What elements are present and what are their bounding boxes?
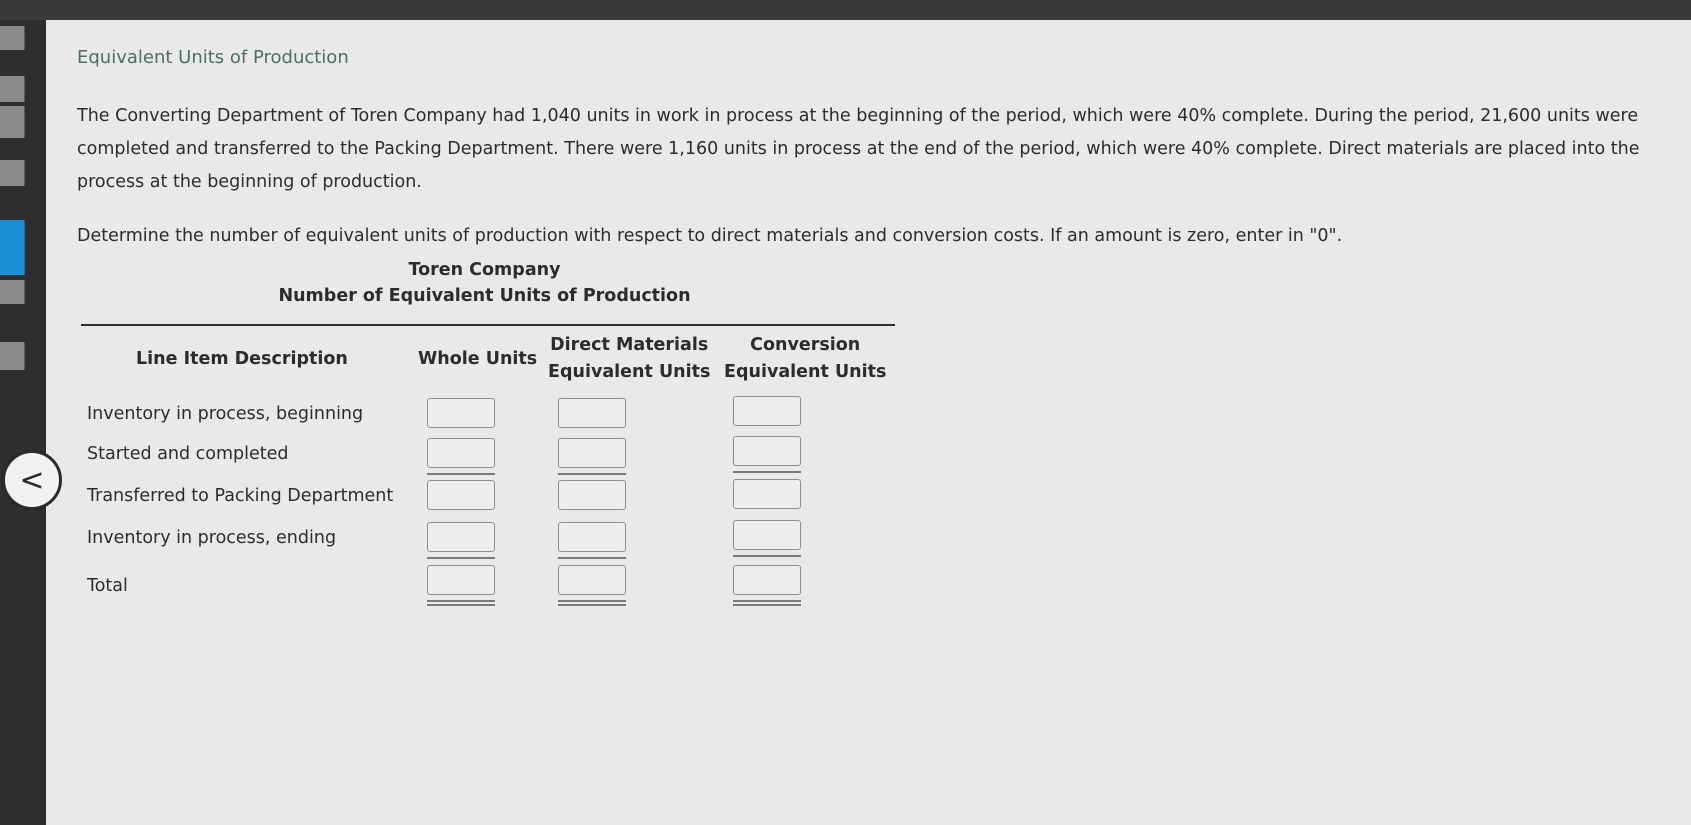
input-started-whole-units[interactable] — [427, 438, 495, 468]
back-button[interactable] — [2, 450, 62, 510]
input-transferred-whole-units[interactable] — [427, 480, 495, 510]
subtotal-underline — [733, 471, 801, 473]
page-title: Equivalent Units of Production — [77, 47, 349, 68]
subtotal-underline — [558, 557, 626, 559]
input-ending-whole-units[interactable] — [427, 522, 495, 552]
table-top-rule — [81, 324, 895, 326]
subtotal-underline — [427, 557, 495, 559]
subtotal-underline — [558, 473, 626, 475]
header-line-item-description: Line Item Description — [136, 349, 348, 369]
row-label-ending-inventory: Inventory in process, ending — [87, 528, 337, 548]
total-double-underline — [558, 604, 626, 606]
input-transferred-direct-materials[interactable] — [558, 480, 626, 510]
rail-tab-2[interactable] — [0, 76, 25, 102]
header-direct-materials-line1: Direct Materials — [550, 335, 709, 355]
chevron-left-icon: < — [19, 462, 45, 498]
input-transferred-conversion[interactable] — [733, 479, 801, 509]
input-total-direct-materials[interactable] — [558, 565, 626, 595]
left-navigation-rail — [0, 20, 46, 825]
input-beginning-direct-materials[interactable] — [558, 398, 626, 428]
row-label-started-and-completed: Started and completed — [87, 444, 289, 464]
window-top-bar — [0, 0, 1691, 20]
table-company-name: Toren Company — [408, 260, 561, 280]
instruction-text: Determine the number of equivalent units of production with respect to direct materials and conversion costs. If an amount is zero, enter in "0". — [77, 226, 1343, 246]
subtotal-underline — [427, 473, 495, 475]
rail-tab-6[interactable] — [0, 342, 25, 370]
header-whole-units: Whole Units — [418, 349, 538, 369]
question-page — [46, 20, 1691, 825]
total-double-underline — [558, 600, 626, 602]
rail-tab-active[interactable] — [0, 220, 25, 275]
header-conversion — [724, 332, 886, 386]
input-ending-direct-materials[interactable] — [558, 522, 626, 552]
total-double-underline — [427, 600, 495, 602]
rail-tab-1[interactable] — [0, 26, 25, 50]
row-label-total: Total — [87, 576, 128, 596]
input-total-conversion[interactable] — [733, 565, 801, 595]
total-double-underline — [427, 604, 495, 606]
rail-tab-3[interactable] — [0, 106, 25, 138]
input-ending-conversion[interactable] — [733, 520, 801, 550]
header-direct-materials — [548, 332, 710, 386]
header-conversion-line1: Conversion — [750, 335, 861, 355]
total-double-underline — [733, 600, 801, 602]
total-double-underline — [733, 604, 801, 606]
row-label-transferred: Transferred to Packing Department — [87, 486, 394, 506]
header-conversion-line2: Equivalent Units — [724, 362, 887, 382]
input-total-whole-units[interactable] — [427, 565, 495, 595]
table-subtitle: Number of Equivalent Units of Production — [278, 286, 691, 306]
header-direct-materials-line2: Equivalent Units — [548, 362, 711, 382]
row-label-beginning-inventory: Inventory in process, beginning — [87, 404, 364, 424]
problem-text: The Converting Department of Toren Company had 1,040 units in work in process at the beginning of the period, which were 40% complete. During the period, 21,600 units were completed and transferred to the Packing Department. There were 1,160 units in process at the end of the period, which were 40% complete. Direct materials are placed into the process at the beginning of production. — [77, 106, 1640, 192]
rail-tab-4[interactable] — [0, 160, 25, 186]
input-beginning-conversion[interactable] — [733, 396, 801, 426]
input-beginning-whole-units[interactable] — [427, 398, 495, 428]
rail-tab-5[interactable] — [0, 280, 25, 304]
input-started-conversion[interactable] — [733, 436, 801, 466]
subtotal-underline — [733, 555, 801, 557]
input-started-direct-materials[interactable] — [558, 438, 626, 468]
